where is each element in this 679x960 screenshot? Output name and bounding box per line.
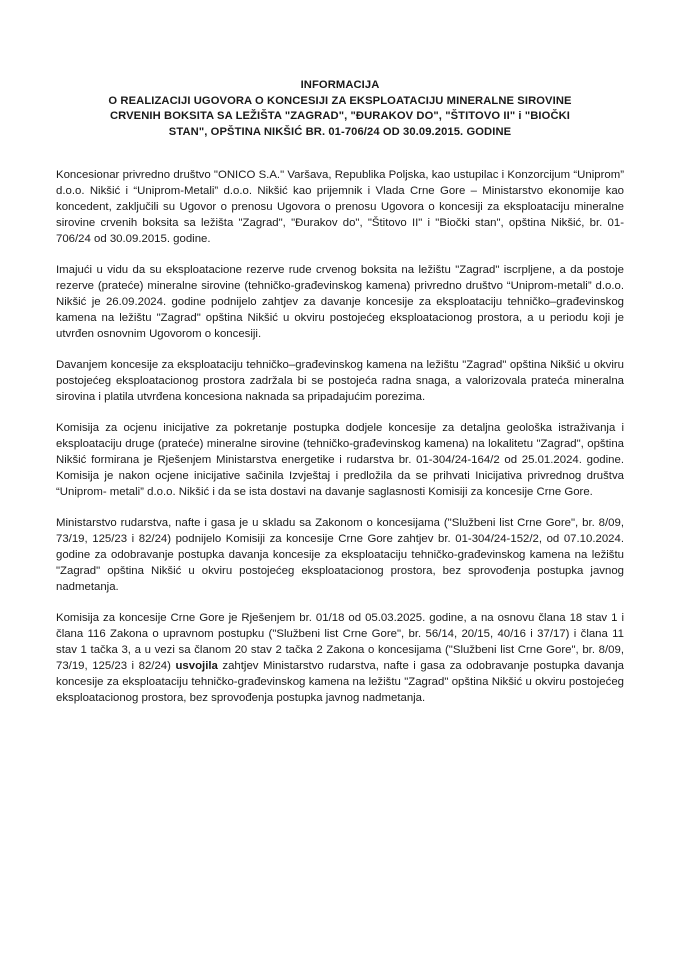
paragraph-2: Imajući u vidu da su eksploatacione rezerve rude crvenog boksita na ležištu "Zagrad" iscrpljene, a da postoje rezerve (prateće) mineralne sirovine (tehničko-građevinskog kamena) privredno društvo “Uniprom-metali” d.o.o. Nikšić je 26.09.2024. godine podnijelo zahtjev za davanje koncesije za eksploataciju tehničko–građevinskog kamena na ležištu "Zagrad" opština Nikšić u okviru postojećeg eksploatacionog prostora, a u periodu koji je utvrđen osnovnim Ugovorom o koncesiji. [56,264,624,340]
title-line-2: O REALIZACIJI UGOVORA O KONCESIJI ZA EKSPLOATACIJU MINERALNE SIROVINE [108,94,572,107]
title-line-3: CRVENIH BOKSITA SA LEŽIŠTA "ZAGRAD", "ĐURAKOV DO", "ŠTITOVO II" i "BIOČKI [109,110,571,123]
paragraph-6-text-before: Komisija za koncesije Crne Gore je Rješenjem br. 01/18 od 05.03.2025. godine, a na osnovu člana 18 stav 1 i člana 116 Zakona o upravnom postupku ("Službeni list Crne Gore", br. 56/14, 20/15, 40/16 i 37/17) i člana 11 stav 1 tačka 3, a u vezi sa članom 20 stav 2 tačka 2 Zakona o koncesijama ("Službeni list Crne Gore", br. 8/09, 73/19, 125/23 i 82/24) [56,612,624,672]
title-line-4: STAN", OPŠTINA NIKŠIĆ BR. 01-706/24 OD 30.09.2015. GODINE [168,125,512,138]
paragraph-5: Ministarstvo rudarstva, nafte i gasa je u skladu sa Zakonom o koncesijama ("Službeni list Crne Gore", br. 8/09, 73/19, 125/23 i 82/24) podnijelo Komisiji za koncesije Crne Gore zahtjev br. 01-304/24-152/2, od 07.10.2024. godine za odobravanje postupka davanja koncesije za eksploataciju tehničko-građevinskog kamena na ležištu "Zagrad" opština Nikšić u okviru postojećeg eksploatacionog prostora, bez sprovođenja postupka javnog nadmetanja. [56,517,624,593]
paragraph-6-emphasis: usvojila [175,659,218,672]
document-body [56,78,624,707]
title-body-spacer [56,140,624,168]
paragraph-6-text-after: zahtjev Ministarstvo rudarstva, nafte i gasa za odobravanje postupka davanja koncesije za eksploataciju tehničko-građevinskog kamena na ležištu "Zagrad" opština Nikšić u okviru postojećeg eksploatacionog prostora, bez sprovođenja postupka javnog nadmetanja. [56,659,625,704]
paragraph-6 [56,611,624,706]
title-line-1: INFORMACIJA [300,79,380,91]
paragraph-1: Koncesionar privredno društvo "ONICO S.A." Varšava, Republika Poljska, kao ustupilac i Konzorcijum “Uniprom” d.o.o. Nikšić i “Uniprom-Metali” d.o.o. Nikšić kao prijemnik i Vlada Crne Gore – Ministarstvo ekonomije kao koncedent, zaključili su Ugovor o prenosu Ugovora o prenosu Ugovora o koncesiji za eksploataciju mineralne sirovine crvenih boksita sa ležišta "Zagrad", "Đurakov do", "Štitovo II" i "Biočki stan", opština Nikšić, br. 01-706/24 od 30.09.2015. godine. [56,169,624,245]
paragraph-4: Komisija za ocjenu inicijative za pokretanje postupka dodjele koncesije za detaljna geološka istraživanja i eksploataciju druge (prateće) mineralne sirovine (tehničko-građevinskog kamena) na lokalitetu "Zagrad", opština Nikšić formirana je Rješenjem Ministarstva energetike i rudarstva br. 01-304/24-164/2 od 25.01.2024. godine. Komisija je nakon ocjene inicijative sačinila Izvještaj i predložila da se prihvati Inicijativa privrednog društva “Uniprom- metali” d.o.o. Nikšić i da se ista dostavi na davanje saglasnosti Komisiji za koncesije Crne Gore. [56,422,624,498]
paragraph-3: Davanjem koncesije za eksploataciju tehničko–građevinskog kamena na ležištu "Zagrad" opština Nikšić u okviru postojećeg eksploatacionog prostora zadržala bi se postojeća radna snaga, a valorizovala prateća mineralna sirovina i platila utvrđena koncesiona naknada sa pripadajućim porezima. [56,359,624,404]
document-title [56,78,624,140]
